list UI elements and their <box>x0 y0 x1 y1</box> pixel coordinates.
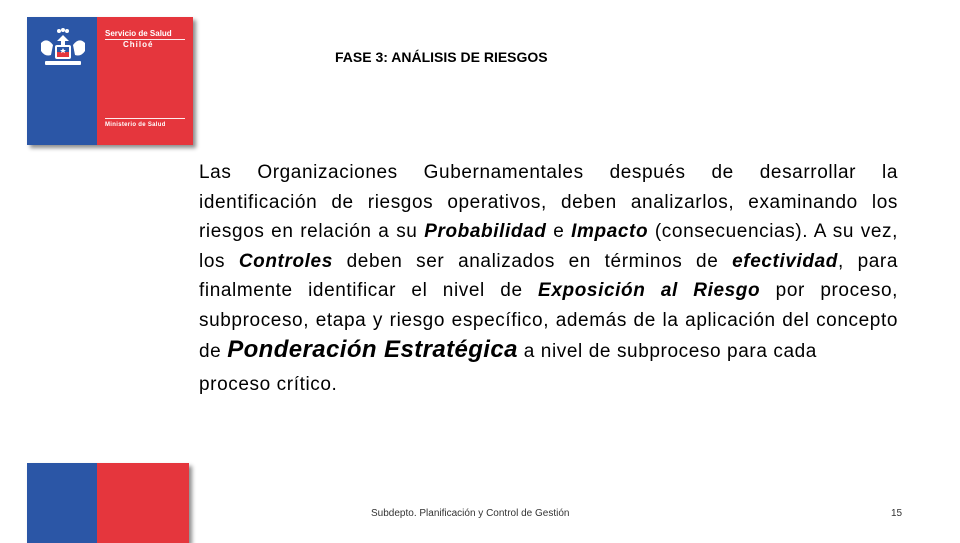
text-segment: e <box>546 221 572 242</box>
page-number: 15 <box>891 508 903 519</box>
emphasis-controles: Controles <box>238 250 333 272</box>
slide-title: FASE 3: ANÁLISIS DE RIESGOS <box>335 49 548 65</box>
footer-bar-red <box>97 463 189 543</box>
servicio-de-salud-logo <box>27 17 193 145</box>
logo-divider <box>105 118 185 119</box>
text-segment: por proceso, subproceso, etapa y riesgo específico, además de la aplicación del concepto de <box>199 280 898 362</box>
text-segment: deben ser analizados en términos de <box>332 250 733 272</box>
body-paragraph <box>199 158 898 399</box>
logo-service-name: Servicio de Salud <box>105 29 172 38</box>
footer-department: Subdepto. Planificación y Control de Gestión <box>371 508 570 519</box>
text-segment: (consecuencias). A su vez, los <box>199 221 898 272</box>
footer-bar-blue <box>27 463 97 543</box>
logo-ministry-name: Ministerio de Salud <box>105 122 166 128</box>
emphasis-efectividad: efectividad <box>732 250 838 272</box>
emphasis-ponderacion-estrategica: Ponderación Estratégica <box>227 336 518 363</box>
emphasis-impacto: Impacto <box>571 221 649 242</box>
text-segment: Las Organizaciones Gubernamentales después de desarrollar la identificación de riesgos operativos, deben analizarlos, examinando los riesgos en relación a su <box>199 162 898 242</box>
footer-color-bar <box>27 463 189 543</box>
emphasis-exposicion-al-riesgo: Exposición al Riesgo <box>538 280 761 301</box>
logo-region-name: Chiloé <box>123 40 154 49</box>
text-segment: , para finalmente identificar el nivel de <box>199 250 898 301</box>
text-segment: a nivel de subproceso para cada <box>517 341 817 362</box>
text-segment: proceso crítico. <box>199 373 338 395</box>
coat-of-arms-icon <box>35 27 91 71</box>
emphasis-probabilidad: Probabilidad <box>424 221 547 242</box>
